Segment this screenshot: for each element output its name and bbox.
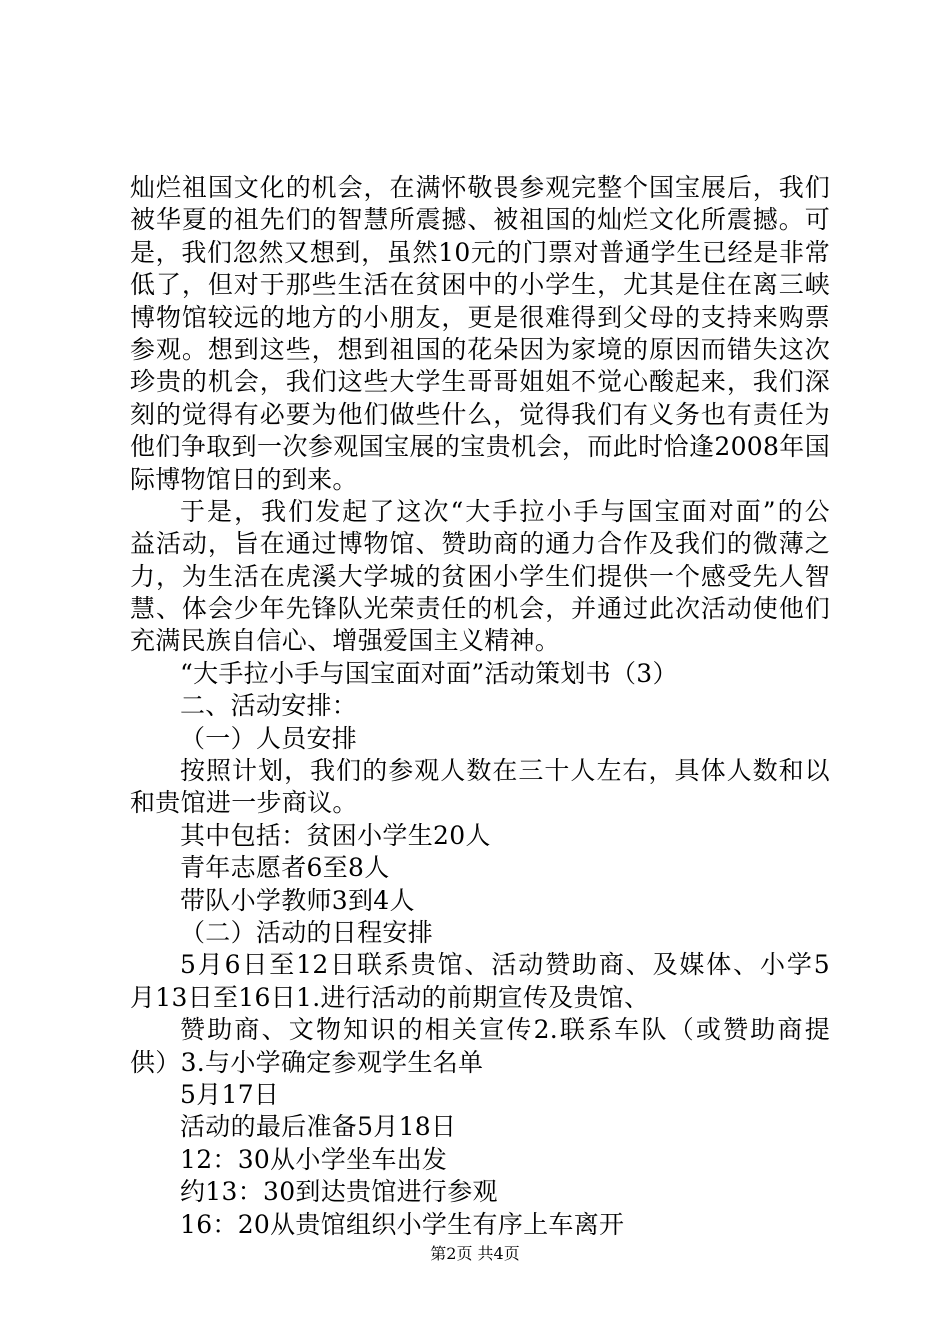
schedule-line: 12：30从小学坐车出发 (180, 1144, 448, 1174)
paragraph-line: 按照计划，我们的参观人数在三十人左右，具体人数和以 (180, 756, 830, 786)
document-body (130, 172, 830, 1241)
paragraph-line: 博物馆较远的地方的小朋友，更是很难得到父母的支持来购票 (130, 302, 830, 332)
list-line: 带队小学教师3到4人 (180, 885, 415, 915)
page-footer: 第2页 共4页 (430, 1244, 520, 1263)
paragraph-line: 珍贵的机会，我们这些大学生哥哥姐姐不觉心酸起来，我们深 (130, 367, 830, 397)
paragraph-line: 和贵馆进一步商议。 (130, 788, 358, 818)
list-line: 青年志愿者6至8人 (180, 853, 390, 883)
paragraph-line: 他们争取到一次参观国宝展的宝贵机会，而此时恰逢2008年国 (130, 432, 830, 462)
paragraph-line: 低了，但对于那些生活在贫困中的小学生，尤其是住在离三峡 (130, 270, 830, 300)
schedule-line: 约13：30到达贵馆进行参观 (180, 1177, 498, 1207)
schedule-line: 16：20从贵馆组织小学生有序上车离开 (180, 1209, 625, 1239)
schedule-line: 5月6日至12日联系贵馆、活动赞助商、及媒体、小学5 (180, 950, 830, 980)
paragraph-line: 是，我们忽然又想到，虽然10元的门票对普通学生已经是非常 (130, 237, 830, 267)
section-title: “大手拉小手与国宝面对面”活动策划书（3） (180, 658, 678, 688)
subsection-heading: （二）活动的日程安排 (180, 917, 434, 947)
subsection-heading: （一）人员安排 (180, 723, 358, 753)
schedule-line: 活动的最后准备5月18日 (180, 1112, 457, 1142)
schedule-line: 供）3.与小学确定参观学生名单 (130, 1047, 484, 1077)
list-line: 其中包括：贫困小学生20人 (180, 820, 491, 850)
schedule-line: 月13日至16日1.进行活动的前期宣传及贵馆、 (130, 982, 650, 1012)
paragraph-line: 慧、体会少年先锋队光荣责任的机会，并通过此次活动使他们 (130, 594, 830, 624)
paragraph-line: 灿烂祖国文化的机会，在满怀敬畏参观完整个国宝展后，我们 (130, 173, 830, 202)
paragraph-line: 益活动，旨在通过博物馆、赞助商的通力合作及我们的微薄之 (130, 529, 830, 559)
paragraph-line: 际博物馆日的到来。 (130, 464, 358, 494)
paragraph-line: 被华夏的祖先们的智慧所震撼、被祖国的灿烂文化所震撼。可 (130, 205, 830, 235)
paragraph-line: 力，为生活在虎溪大学城的贫困小学生们提供一个感受先人智 (130, 561, 830, 591)
schedule-line: 赞助商、文物知识的相关宣传2.联系车队（或赞助商提 (180, 1015, 830, 1045)
paragraph-line: 于是，我们发起了这次“大手拉小手与国宝面对面”的公 (180, 496, 830, 526)
paragraph-line: 刻的觉得有必要为他们做些什么，觉得我们有义务也有责任为 (130, 399, 830, 429)
paragraph-line: 充满民族自信心、增强爱国主义精神。 (130, 626, 561, 656)
paragraph-line: 参观。想到这些，想到祖国的花朵因为家境的原因而错失这次 (130, 334, 830, 364)
section-heading: 二、活动安排： (180, 691, 358, 721)
schedule-line: 5月17日 (180, 1079, 280, 1109)
